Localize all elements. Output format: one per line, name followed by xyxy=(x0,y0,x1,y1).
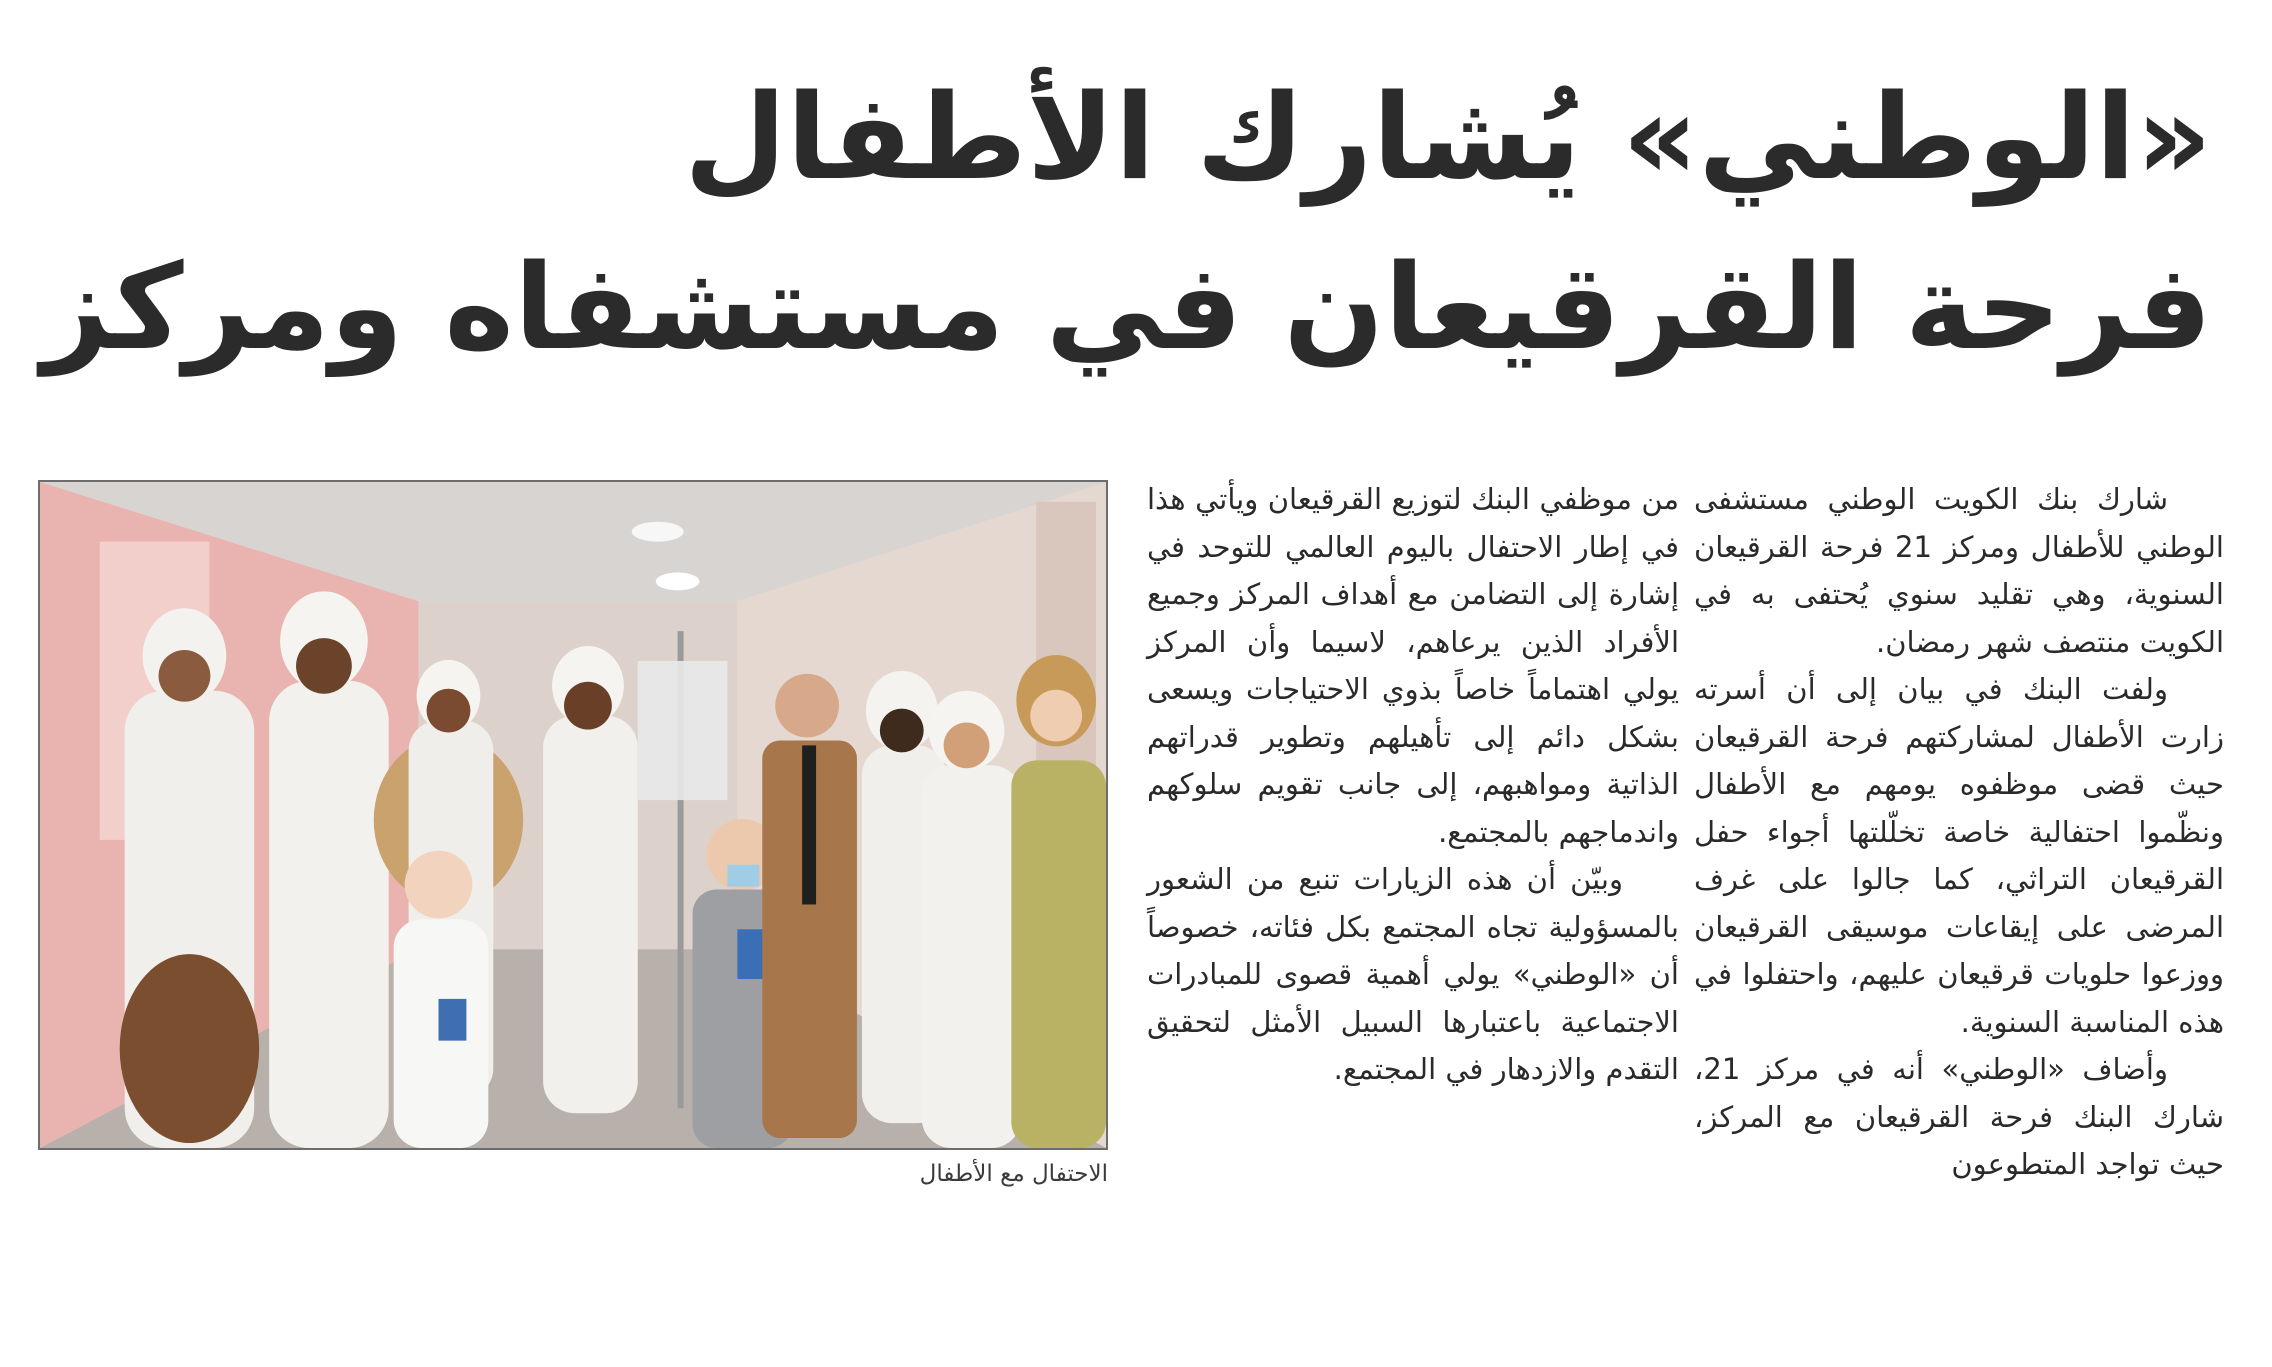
paragraph: من موظفي البنك لتوزيع القرقيعان ويأتي هذا في إطار الاحتفال باليوم العالمي للتوحد في إشارة إلى التضامن مع أهداف المركز وجميع الأفراد الذين يرعاهم، لاسيما وأن المركز يولي اهتماماً خاصاً بذوي الاحتياجات ويسعى بشكل دائم إلى تأهيلهم وتطوير قدراتهم الذاتية ومواهبهم، إلى جانب تقويم سلوكهم واندماجهم بالمجتمع. xyxy=(1147,482,1679,849)
photo-caption: الاحتفال مع الأطفال xyxy=(919,1161,1108,1187)
paragraph: وبيّن أن هذه الزيارات تنبع من الشعور بالمسؤولية تجاه المجتمع بكل فئاته، خصوصاً أن «الوطني» يولي أهمية قصوى للمبادرات الاجتماعية باعتبارها السبيل الأمثل لتحقيق التقدم والازدهار في المجتمع. xyxy=(1147,862,1679,1086)
headline-line-1: «الوطني» يُشارك الأطفال xyxy=(684,68,2212,206)
article-photo xyxy=(38,480,1108,1150)
celebration-photo-illustration xyxy=(40,482,1106,1148)
article-column-middle xyxy=(1147,476,1679,1094)
paragraph: ولفت البنك في بيان إلى أن أسرته زارت الأطفال لمشاركتهم فرحة القرقيعان حيث قضى موظفوه يومهم مع الأطفال ونظّموا احتفالية خاصة تخلّلتها أجواء حفل القرقيعان التراثي، كما جالوا على غرف المرضى على إيقاعات موسيقى القرقيعان ووزعوا حلويات قرقيعان عليهم، واحتفلوا في هذه المناسبة السنوية. xyxy=(1694,672,2224,1039)
paragraph: شارك بنك الكويت الوطني مستشفى الوطني للأطفال ومركز 21 فرحة القرقيعان السنوية، وهي تقليد سنوي يُحتفى به في الكويت منتصف شهر رمضان. xyxy=(1694,482,2224,659)
headline-line-2: فرحة القرقيعان في مستشفاه ومركز xyxy=(41,238,2212,376)
paragraph: وأضاف «الوطني» أنه في مركز 21، شارك البنك فرحة القرقيعان مع المركز، حيث تواجد المتطوعون xyxy=(1694,1052,2224,1181)
article-column-right xyxy=(1694,476,2224,1189)
